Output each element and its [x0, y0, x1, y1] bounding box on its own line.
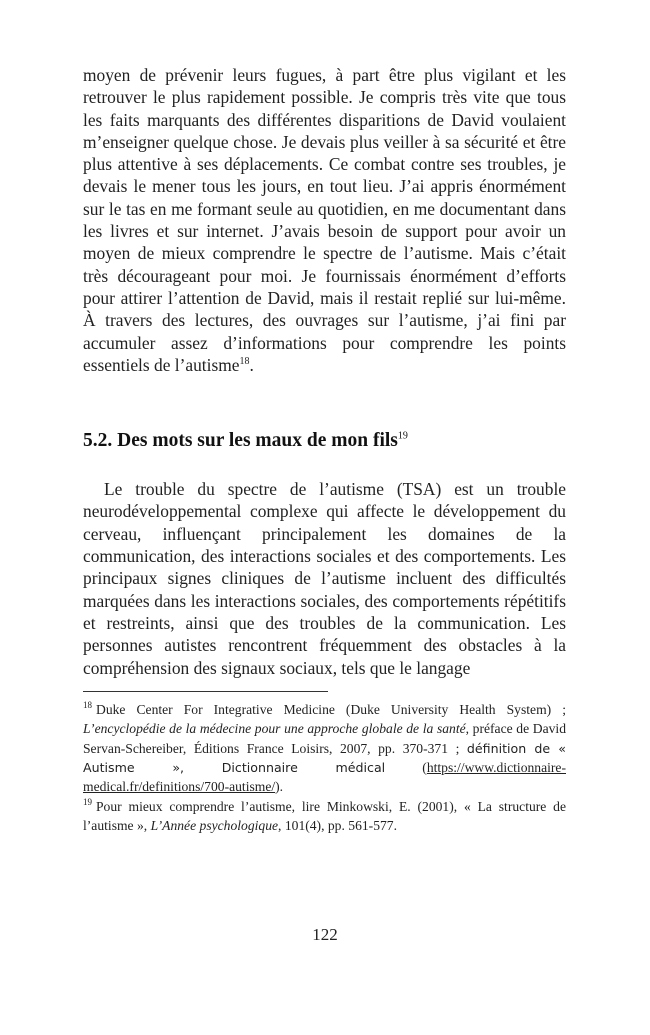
footnote-text: , 101(4), pp. 561-577.	[278, 818, 397, 834]
footnote-text: , préface de David Servan-Schereiber, Éditions France Loisirs, 2007, pp. 370-371 ;	[83, 721, 566, 756]
footnote-text: Duke Center For Integrative Medicine (Duke University Health System) ;	[96, 701, 566, 717]
footnote-paren: ).	[275, 779, 284, 795]
footnote-ref-18[interactable]: 18	[239, 356, 250, 368]
footnotes	[83, 700, 566, 836]
section-heading	[83, 429, 566, 453]
footnote-text: Pour mieux comprendre l’autisme, lire Minkowski, E. (2001), « La structure de l’autisme »,	[83, 798, 566, 834]
book-page	[83, 64, 566, 836]
section-heading-text: 5.2. Des mots sur les maux de mon fils	[83, 430, 398, 452]
footnote-paren: (	[422, 760, 427, 776]
footnote-journal-title: L’Année psychologique	[150, 818, 279, 834]
footnote-separator	[83, 691, 328, 692]
footnote-link[interactable]: https://www.dictionnaire-medical.fr/definitions/700-autisme/	[83, 760, 566, 795]
footnote-number: 19	[83, 797, 92, 808]
footnote-number: 18	[83, 700, 92, 711]
body-paragraph-1: moyen de prévenir leurs fugues, à part être plus vigilant et les retrouver le plus rapidement possible. Je compris très vite que tous les faits marquants des différentes disparitions de David voulaient m’enseigner quelque chose. Je devais plus veiller à sa sécurité et être plus attentive à ses déplacements. Ce combat contre ses troubles, je devais le mener tous les jours, en tout lieu. J’ai appris énormément sur le tas en me formant seule au quotidien, en me documentant dans les livres et sur internet. J’avais besoin de support pour avoir un moyen de mieux comprendre le spectre de l’autisme. Mais c’était très décourageant pour moi. Je fournissais énormément d’efforts pour attirer l’attention de David, mais il restait replié sur lui-même. À travers des lectures, des ouvrages sur l’autisme, j’ai fini par accumuler assez d’informations pour comprendre les points essentiels de l’autisme$^{18}$.	[83, 65, 566, 375]
paragraph-1-text: moyen de prévenir leurs fugues, à part être plus vigilant et les retrouver le plus rapidement possible. Je compris très vite que tous les faits marquants des différentes disparitions de David voulaient m’enseigner quelque chose. Je devais plus veiller à sa sécurité et être plus attentive à ses déplacements. Ce combat contre ses troubles, je devais le mener tous les jours, en tout lieu. J’ai appris énormément sur le tas en me formant seule au quotidien, en me documentant dans les livres et sur internet. J’avais besoin de support pour avoir un moyen de mieux comprendre le spectre de l’autisme. Mais c’était très décourageant pour moi. Je fournissais énormément d’efforts pour attirer l’attention de David, mais il restait replié sur lui-même. À travers des lectures, des ouvrages sur l’autisme, j’ai fini par accumuler assez d’informations pour comprendre les points essentiels de l’autisme	[83, 65, 566, 375]
footnote-ref-19[interactable]: 19	[397, 430, 408, 442]
body-paragraph-2: Le trouble du spectre de l’autisme (TSA) est un trouble neurodéveloppemental complexe qui affecte le développement du cerveau, influençant principalement les domaines de la communication, des interactions sociales et des comportements. Les principaux signes cliniques de l’autisme incluent des difficultés marquées dans les interactions sociales, des comportements répétitifs et restreints, ainsi que des troubles de la communication. Les personnes autistes rencontrent fréquemment des obstacles à la compréhension des signaux sociaux, tels que le langage	[83, 479, 566, 678]
footnote-definition: définition de « Autisme », Dictionnaire médical	[83, 740, 566, 776]
footnote-book-title: L’encyclopédie de la médecine pour une approche globale de la santé	[83, 721, 466, 737]
page-number: 122	[312, 925, 338, 944]
footnote-19	[83, 797, 566, 836]
footnote-18	[83, 700, 566, 797]
